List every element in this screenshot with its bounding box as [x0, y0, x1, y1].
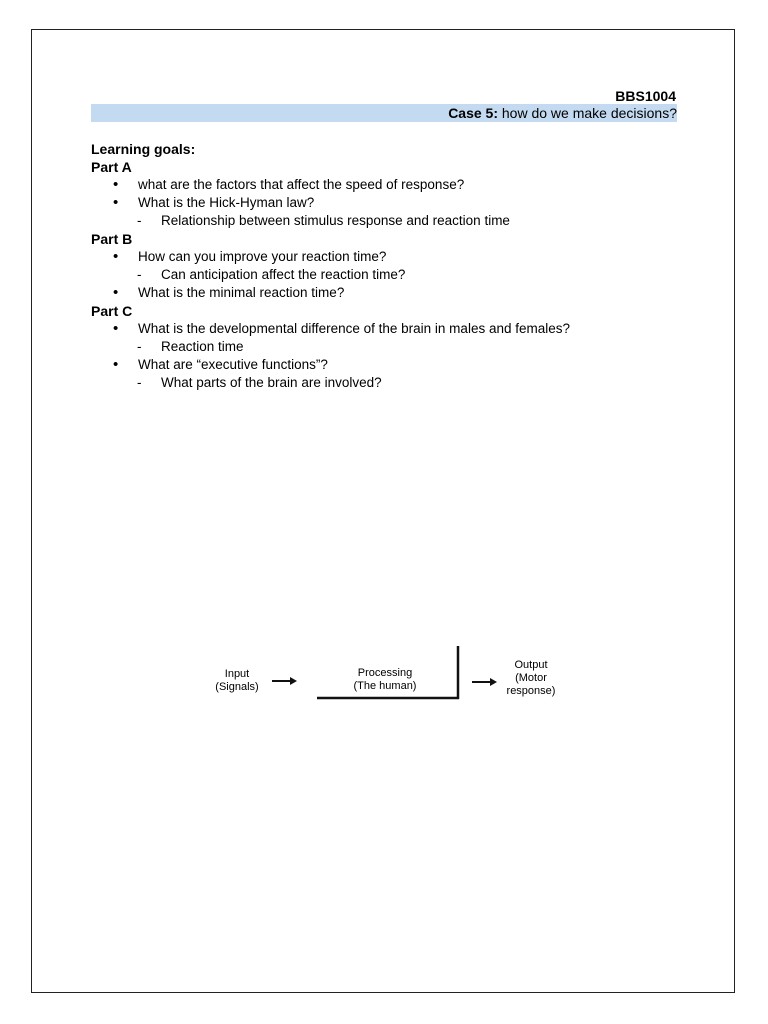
list-item: • What is the Hick-Hyman law? — [91, 194, 691, 212]
part-b-heading: Part B — [91, 231, 133, 247]
list-item: • How can you improve your reaction time? — [91, 248, 691, 266]
case-label: Case 5: — [448, 105, 498, 121]
part-a-heading: Part A — [91, 159, 132, 175]
case-title: how do we make decisions? — [501, 105, 677, 121]
processing-label-line2: (The human) — [353, 680, 417, 692]
list-item: • what are the factors that affect the speed of response? — [91, 176, 691, 194]
part-c-list — [91, 320, 691, 392]
list-item: • What are “executive functions”? — [91, 356, 691, 374]
input-processing-output-diagram — [210, 642, 570, 714]
list-item: • What is the developmental difference of the brain in males and females? — [91, 320, 691, 338]
part-c-heading: Part C — [91, 303, 133, 319]
processing-label-line1: Processing — [357, 667, 413, 679]
learning-goals-section — [91, 140, 691, 392]
arrow-head-input — [290, 677, 297, 685]
list-item: • What is the minimal reaction time? — [91, 284, 691, 302]
case-title-bar — [91, 104, 677, 122]
input-label-line1: Input — [224, 668, 250, 680]
document-page — [31, 29, 735, 993]
arrow-head-output — [490, 678, 497, 686]
output-label-line1: Output — [514, 659, 548, 671]
learning-goals-heading: Learning goals: — [91, 141, 196, 157]
list-item: - Reaction time — [91, 338, 691, 356]
list-item: - Relationship between stimulus response and reaction time — [91, 212, 691, 230]
list-item: - What parts of the brain are involved? — [91, 374, 691, 392]
output-label-line3: response) — [506, 685, 556, 697]
part-b-list — [91, 248, 691, 302]
diagram-lines — [210, 642, 570, 714]
input-label-line2: (Signals) — [215, 681, 259, 693]
part-a-list — [91, 176, 691, 230]
output-label-line2: (Motor — [515, 672, 547, 684]
course-code: BBS1004 — [615, 88, 676, 104]
list-item: - Can anticipation affect the reaction time? — [91, 266, 691, 284]
